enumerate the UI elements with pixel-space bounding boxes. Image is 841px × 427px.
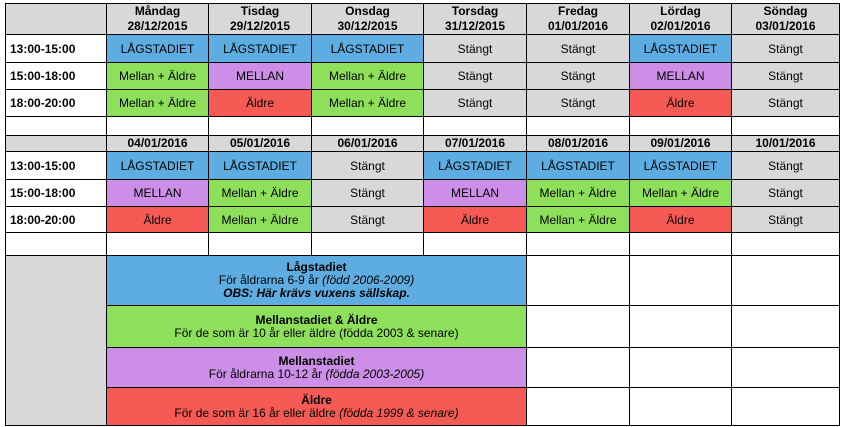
schedule-cell <box>107 35 209 63</box>
date-label: 02/01/2016 <box>650 18 711 33</box>
day-name: Torsdag <box>451 3 499 18</box>
spacer-cell <box>732 233 840 256</box>
legend-text: För de som är 16 år eller äldre <box>174 405 340 420</box>
cell-label: Stängt <box>350 158 385 173</box>
spacer-cell <box>5 233 107 256</box>
time-label: 15:00-18:00 <box>10 69 76 83</box>
date-header <box>424 136 527 152</box>
schedule-cell <box>732 180 840 207</box>
cell-label: Äldre <box>245 96 274 110</box>
day-name: Tisdag <box>240 3 280 18</box>
legend-empty-cell <box>732 256 840 306</box>
cell-label: Mellan + Äldre <box>328 69 407 83</box>
schedule-cell <box>209 152 312 180</box>
date-label: 06/01/2016 <box>337 136 398 150</box>
legend-empty-cell <box>732 388 840 426</box>
legend-empty-cell <box>732 306 840 348</box>
cell-label: Stängt <box>457 69 493 83</box>
corner-cell <box>5 136 107 152</box>
schedule-cell <box>209 63 312 90</box>
schedule-cell <box>424 63 527 90</box>
table-top-border <box>5 3 840 4</box>
schedule-cell <box>424 180 527 207</box>
legend-title: Mellanstadiet <box>278 353 355 368</box>
day-name: Onsdag <box>345 3 390 18</box>
schedule-cell <box>107 63 209 90</box>
schedule-cell <box>527 152 630 180</box>
schedule-cell <box>732 63 840 90</box>
corner-cell <box>5 3 107 35</box>
time-label: 18:00-20:00 <box>10 212 76 227</box>
legend-empty-cell <box>527 306 630 348</box>
legend-title: Lågstadiet <box>286 260 347 274</box>
cell-label: Äldre <box>666 96 695 110</box>
spacer-cell <box>732 117 840 136</box>
legend-side-cell <box>5 256 107 426</box>
spacer-cell <box>209 233 312 256</box>
schedule-cell <box>527 63 630 90</box>
day-header <box>630 3 732 35</box>
spacer-cell <box>312 117 424 136</box>
cell-label: Stängt <box>350 186 385 200</box>
legend-birth-years: (födda 1999 & senare) <box>339 405 459 420</box>
cell-label: Stängt <box>768 41 803 56</box>
legend-mellan-aldre <box>107 306 527 348</box>
cell-label: Äldre <box>460 212 489 227</box>
cell-label: Äldre <box>143 212 172 227</box>
cell-label: LÅGSTADIET <box>120 158 195 173</box>
spacer-cell <box>630 117 732 136</box>
date-header <box>107 136 209 152</box>
schedule-cell <box>209 90 312 117</box>
time-slot <box>5 207 107 233</box>
date-header <box>630 136 732 152</box>
schedule-cell <box>732 90 840 117</box>
schedule-cell <box>527 180 630 207</box>
legend-lagstadiet <box>107 256 527 306</box>
spacer-cell <box>424 233 527 256</box>
cell-label: LÅGSTADIET <box>120 41 195 56</box>
cell-label: Äldre <box>666 212 695 227</box>
day-header <box>527 3 630 35</box>
legend-description <box>174 407 458 420</box>
legend-empty-cell <box>527 388 630 426</box>
schedule-cell <box>732 207 840 233</box>
date-label: 05/01/2016 <box>229 136 291 150</box>
schedule-cell <box>630 90 732 117</box>
schedule-cell <box>630 152 732 180</box>
spacer-cell <box>5 117 107 136</box>
time-slot <box>5 152 107 180</box>
cell-label: LÅGSTADIET <box>643 41 718 56</box>
legend-text: För åldrarna 10-12 år <box>208 366 326 381</box>
day-name: Lördag <box>660 3 701 18</box>
time-slot <box>5 35 107 63</box>
schedule-cell <box>107 207 209 233</box>
legend-text: För de som är 10 år eller äldre (födda 2003 & senare) <box>174 325 459 340</box>
cell-label: Mellan + Äldre <box>328 96 407 110</box>
time-label: 13:00-15:00 <box>10 41 76 56</box>
legend-description <box>209 368 424 381</box>
schedule-cell <box>209 35 312 63</box>
cell-label: LÅGSTADIET <box>223 41 297 56</box>
date-label: 31/12/2015 <box>444 18 506 33</box>
schedule-cell <box>107 152 209 180</box>
legend-empty-cell <box>732 348 840 388</box>
date-header <box>732 136 840 152</box>
schedule-cell <box>630 63 732 90</box>
date-label: 29/12/2015 <box>229 18 291 33</box>
legend-mellanstadiet <box>107 348 527 388</box>
spacer-cell <box>209 117 312 136</box>
schedule-cell <box>424 152 527 180</box>
schedule-cell <box>732 35 840 63</box>
spacer-cell <box>527 117 630 136</box>
schedule-cell <box>312 180 424 207</box>
cell-label: Mellan + Äldre <box>641 186 720 200</box>
schedule-cell <box>424 207 527 233</box>
cell-label: Mellan + Äldre <box>539 186 617 200</box>
spacer-cell <box>630 233 732 256</box>
cell-label: Mellan + Äldre <box>118 69 197 83</box>
date-label: 09/01/2016 <box>650 136 711 150</box>
legend-empty-cell <box>630 388 732 426</box>
date-header <box>312 136 424 152</box>
cell-label: Stängt <box>768 96 803 110</box>
legend-title: Mellanstadiet & Äldre <box>255 312 378 327</box>
cell-label: LÅGSTADIET <box>330 41 405 56</box>
cell-label: Mellan + Äldre <box>221 212 299 227</box>
schedule-cell <box>312 207 424 233</box>
cell-label: Mellan + Äldre <box>221 186 299 200</box>
spacer-cell <box>527 233 630 256</box>
cell-label: Mellan + Äldre <box>539 212 617 227</box>
date-label: 28/12/2015 <box>127 18 188 33</box>
cell-label: LÅGSTADIET <box>643 158 718 173</box>
cell-label: MELLAN <box>656 69 705 83</box>
time-label: 15:00-18:00 <box>10 186 76 200</box>
schedule-cell <box>107 90 209 117</box>
time-label: 18:00-20:00 <box>10 96 76 110</box>
day-name: Söndag <box>763 3 808 18</box>
schedule-cell <box>732 152 840 180</box>
legend-empty-cell <box>527 256 630 306</box>
schedule-cell <box>527 35 630 63</box>
schedule-cell <box>630 180 732 207</box>
schedule-cell <box>209 207 312 233</box>
time-slot <box>5 90 107 117</box>
schedule-cell <box>424 35 527 63</box>
time-slot <box>5 63 107 90</box>
date-label: 08/01/2016 <box>547 136 609 150</box>
schedule-cell <box>209 180 312 207</box>
legend-note: OBS: Här krävs vuxens sällskap. <box>223 286 410 300</box>
date-label: 01/01/2016 <box>547 18 609 33</box>
legend-empty-cell <box>527 348 630 388</box>
cell-label: Mellan + Äldre <box>118 96 197 110</box>
cell-label: Stängt <box>560 41 596 56</box>
day-header <box>107 3 209 35</box>
cell-label: LÅGSTADIET <box>438 158 512 173</box>
schedule-cell <box>312 152 424 180</box>
schedule-cell <box>312 35 424 63</box>
cell-label: LÅGSTADIET <box>541 158 615 173</box>
schedule-cell <box>527 90 630 117</box>
day-header <box>732 3 840 35</box>
legend-empty-cell <box>630 306 732 348</box>
spacer-cell <box>107 117 209 136</box>
date-label: 03/01/2016 <box>755 18 816 33</box>
cell-label: MELLAN <box>133 186 182 200</box>
schedule-cell <box>312 63 424 90</box>
date-label: 10/01/2016 <box>755 136 816 150</box>
day-name: Måndag <box>134 3 181 18</box>
spacer-cell <box>107 233 209 256</box>
time-slot <box>5 180 107 207</box>
date-label: 30/12/2015 <box>337 18 398 33</box>
legend-aldre <box>107 388 527 426</box>
legend-empty-cell <box>630 256 732 306</box>
legend-birth-years: (född 2006-2009) <box>322 273 415 287</box>
legend-text: För åldrarna 6-9 år <box>218 273 323 287</box>
day-name: Fredag <box>557 3 598 18</box>
cell-label: Stängt <box>768 186 803 200</box>
schedule-cell <box>527 207 630 233</box>
cell-label: Stängt <box>560 96 596 110</box>
date-label: 07/01/2016 <box>444 136 506 150</box>
schedule-cell <box>630 207 732 233</box>
cell-label: Stängt <box>350 212 385 227</box>
schedule-cell <box>630 35 732 63</box>
cell-label: LÅGSTADIET <box>223 158 297 173</box>
day-header <box>209 3 312 35</box>
schedule-cell <box>424 90 527 117</box>
cell-label: Stängt <box>560 69 596 83</box>
time-label: 13:00-15:00 <box>10 158 76 173</box>
legend-title: Äldre <box>301 392 332 407</box>
spacer-cell <box>424 117 527 136</box>
date-label: 04/01/2016 <box>127 136 188 150</box>
day-header <box>424 3 527 35</box>
cell-label: Stängt <box>768 158 803 173</box>
legend-description <box>174 327 458 340</box>
cell-label: Stängt <box>768 212 803 227</box>
schedule-cell <box>107 180 209 207</box>
cell-label: MELLAN <box>235 69 285 83</box>
legend-birth-years: (födda 2003-2005) <box>325 366 425 381</box>
schedule-cell <box>312 90 424 117</box>
table-left-border <box>5 3 6 426</box>
legend-empty-cell <box>630 348 732 388</box>
cell-label: Stängt <box>768 69 803 83</box>
date-header <box>209 136 312 152</box>
cell-label: Stängt <box>457 96 493 110</box>
date-header <box>527 136 630 152</box>
day-header <box>312 3 424 35</box>
cell-label: Stängt <box>457 41 493 56</box>
spacer-cell <box>312 233 424 256</box>
cell-label: MELLAN <box>450 186 500 200</box>
